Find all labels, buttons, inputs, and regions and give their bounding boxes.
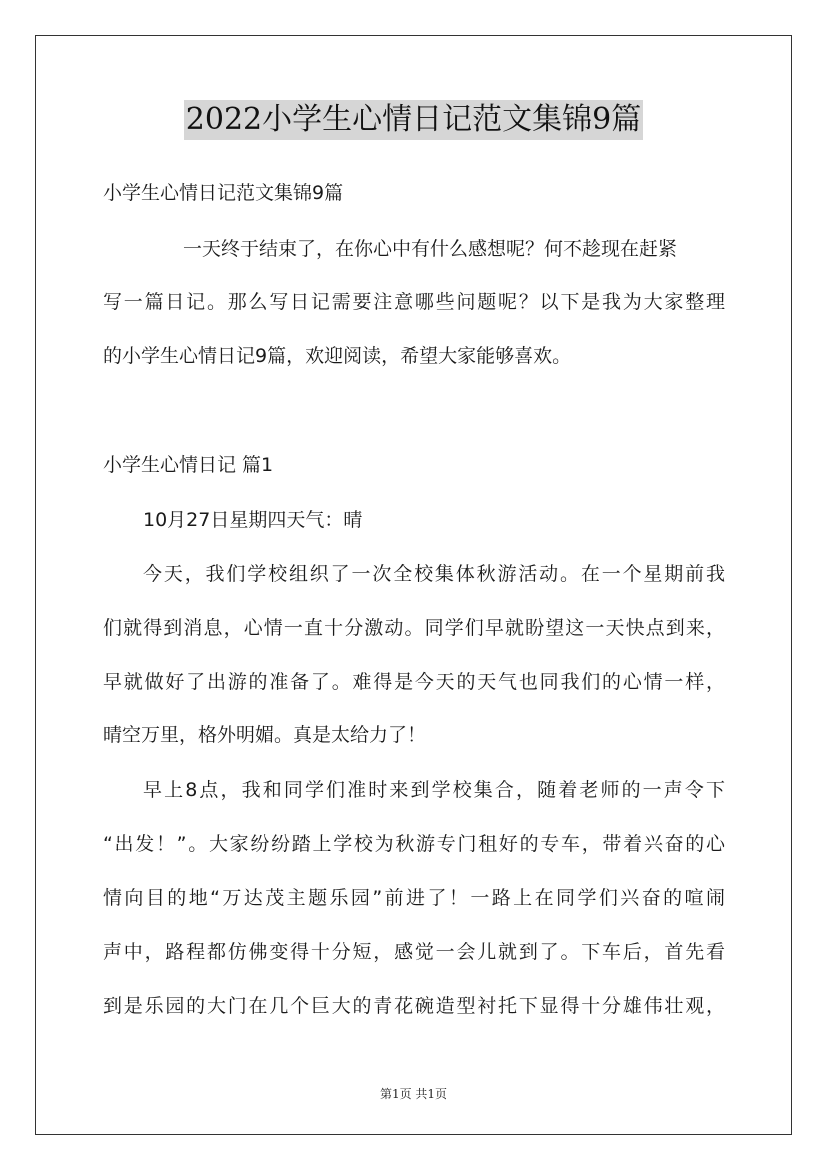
- title-container: [0, 100, 827, 140]
- paragraph2-line-1: 早上8点，我和同学们准时来到学校集合，随着老师的一声令下: [143, 779, 725, 801]
- intro-line-3: 的小学生心情日记9篇，欢迎阅读，希望大家能够喜欢。: [103, 345, 572, 367]
- paragraph1-line-1: 今天，我们学校组织了一次全校集体秋游活动。在一个星期前我: [143, 563, 725, 585]
- paragraph1-line-3: 早就做好了出游的准备了。难得是今天的天气也同我们的心情一样，: [103, 671, 725, 693]
- page-footer: 第1页 共1页: [379, 1087, 448, 1101]
- intro-line-1: 一天终于结束了，在你心中有什么感想呢？何不趁现在赶紧: [183, 238, 678, 260]
- paragraph1-line-2: 们就得到消息，心情一直十分激动。同学们早就盼望这一天快点到来，: [103, 617, 725, 639]
- document-title: 2022小学生心情日记范文集锦9篇: [184, 100, 643, 140]
- paragraph1-line-4: 晴空万里，格外明媚。真是太给力了！: [103, 724, 427, 746]
- paragraph2-line-3: 情向目的地“万达茂主题乐园”前进了！一路上在同学们兴奋的喧闹: [103, 887, 725, 909]
- intro-line-2: 写一篇日记。那么写日记需要注意哪些问题呢？以下是我为大家整理: [103, 291, 725, 313]
- paragraph2-line-2: “出发！”。大家纷纷踏上学校为秋游专门租好的专车，带着兴奋的心: [103, 833, 725, 855]
- date-line: 10月27日星期四天气：晴: [143, 509, 363, 531]
- document-subtitle: 小学生心情日记范文集锦9篇: [103, 182, 344, 204]
- paragraph2-line-4: 声中，路程都仿佛变得十分短，感觉一会儿就到了。下车后，首先看: [103, 941, 725, 963]
- section-heading: 小学生心情日记 篇1: [103, 454, 274, 476]
- paragraph2-line-5: 到是乐园的大门在几个巨大的青花碗造型衬托下显得十分雄伟壮观，: [103, 995, 725, 1017]
